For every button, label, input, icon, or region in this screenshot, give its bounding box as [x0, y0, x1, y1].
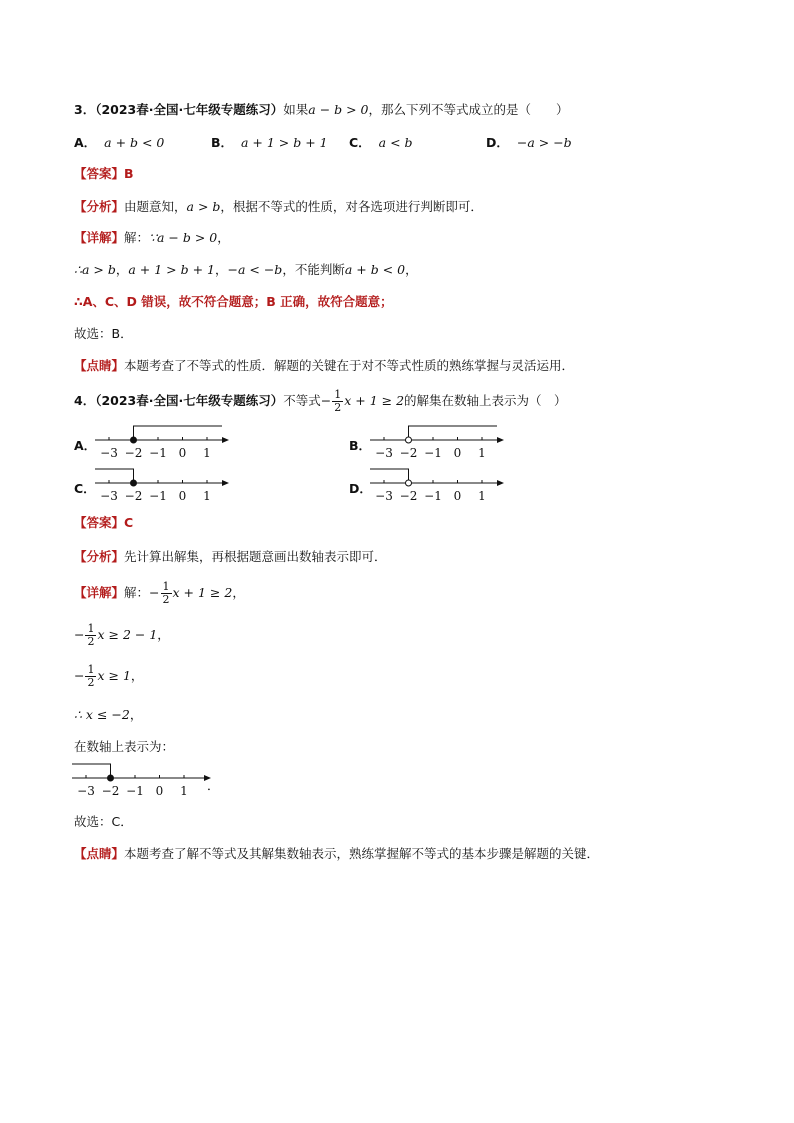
solution-ray [72, 764, 111, 778]
denominator: 2 [87, 676, 95, 689]
hollow-dot [406, 437, 412, 443]
answer-value: B [124, 166, 134, 181]
solid-dot [131, 437, 137, 443]
q3-stem [74, 101, 569, 119]
q4-stem-math: x + 1 ≥ 2 [344, 393, 405, 408]
solution-ray [409, 426, 498, 440]
sep: ， [405, 262, 418, 277]
tick-label: −3 [375, 446, 393, 460]
sep: ， [232, 585, 245, 600]
option-math: a < b [378, 135, 413, 150]
option-label: C． [349, 135, 371, 150]
q3-detail [74, 229, 230, 247]
detail-text-2: ， [217, 230, 230, 245]
detail-tag: 【详解】 [74, 585, 125, 600]
tick-label: 0 [178, 446, 187, 460]
number-line-answer [72, 760, 212, 804]
tick-label: −3 [375, 489, 393, 503]
tick-label: 1 [478, 489, 486, 503]
analysis-math: a > b [186, 199, 221, 214]
axis-arrow [222, 480, 229, 486]
q3-stem-text: 如果 [283, 102, 309, 117]
q4-option-b-label: B． [349, 438, 372, 453]
q3-stem-math: a − b > 0 [308, 102, 369, 117]
tick-label: −3 [100, 489, 118, 503]
minus: − [149, 585, 160, 600]
q4-source: （2023春·全国·七年级专题练习） [95, 393, 284, 408]
detail-math: ∵a − b > 0 [149, 230, 218, 245]
analysis-text: 由题意知， [124, 199, 187, 214]
q4-stem [74, 388, 567, 414]
numerator: 1 [334, 388, 342, 401]
q4-step2 [74, 622, 170, 648]
denominator: 2 [87, 635, 95, 648]
axis-arrow [222, 437, 229, 443]
math: ∴a > b [74, 262, 116, 277]
minus: − [74, 668, 85, 683]
hollow-dot [406, 480, 412, 486]
minus: − [74, 627, 85, 642]
solution-ray [95, 469, 134, 483]
answer-value: C [124, 515, 134, 530]
fraction [161, 581, 172, 606]
tick-label: −1 [424, 489, 442, 503]
sep: ， [130, 668, 144, 683]
q4-step3 [74, 663, 143, 689]
q3-detail-line3: ∴A、C、D 错误，故不符合题意；B 正确，故符合题意； [74, 294, 393, 309]
math: x ≥ 1 [97, 668, 131, 683]
tick-label: −1 [126, 784, 144, 798]
sep: ， [129, 707, 143, 722]
q4-stem-text-2: 的解集在数轴上表示为（ ） [404, 393, 567, 408]
tick-label: −3 [77, 784, 95, 798]
text: ，不能判断 [282, 262, 345, 277]
q4-detail [74, 580, 245, 606]
tick-label: 1 [203, 446, 211, 460]
tick-label: −1 [149, 446, 167, 460]
tick-label: −1 [424, 446, 442, 460]
q4-number: 4． [74, 393, 96, 408]
detail-text: 解： [124, 230, 150, 245]
analysis-tag: 【分析】 [74, 549, 125, 564]
answer-tag: 【答案】 [74, 515, 125, 530]
solid-dot [131, 480, 137, 486]
q3-option-a [74, 134, 164, 152]
denominator: 2 [334, 401, 342, 414]
q4-numline-text: 在数轴上表示为： [74, 739, 175, 754]
fraction [85, 664, 96, 689]
q4-option-c-label: C． [74, 481, 96, 496]
analysis-text-2: ，根据不等式的性质，对各选项进行判断即可． [220, 199, 483, 214]
q3-comment [74, 357, 574, 375]
answer-tag: 【答案】 [74, 166, 125, 181]
fraction [332, 389, 343, 414]
q4-analysis [74, 548, 387, 566]
option-label: A． [74, 135, 97, 150]
option-math: a + 1 > b + 1 [240, 135, 328, 150]
sep: ， [115, 262, 129, 277]
detail-text: 解： [124, 585, 150, 600]
comment-tag: 【点睛】 [74, 358, 125, 373]
tick-label: 1 [203, 489, 211, 503]
q3-option-b [211, 134, 328, 152]
fraction [85, 623, 96, 648]
tick-label: −2 [101, 784, 120, 798]
q4-comment [74, 845, 599, 863]
number-line-d [370, 465, 505, 507]
math: a + 1 > b + 1 [128, 262, 215, 277]
numerator: 1 [87, 663, 95, 676]
q3-number: 3． [74, 102, 96, 117]
denominator: 2 [162, 593, 170, 606]
comment-text: 本题考查了不等式的性质．解题的关键在于对不等式性质的熟练掌握与灵活运用． [124, 358, 575, 373]
sep: ， [157, 627, 170, 642]
q3-analysis [74, 198, 483, 216]
tick-label: −2 [399, 489, 418, 503]
numerator: 1 [162, 580, 170, 593]
q4-answer [74, 514, 133, 532]
tick-label: 0 [453, 489, 462, 503]
tick-label: −2 [399, 446, 418, 460]
tick-label: 1 [180, 784, 188, 798]
q4-stem-text: 不等式 [283, 393, 321, 408]
q3-source: （2023春·全国·七年级专题练习） [95, 102, 284, 117]
option-math: a + b < 0 [104, 135, 165, 150]
tick-label: −2 [124, 489, 143, 503]
q3-option-c [349, 134, 413, 152]
option-label: D． [486, 135, 509, 150]
number-line-b [370, 422, 505, 464]
tick-label: −1 [149, 489, 167, 503]
option-math: −a > −b [516, 135, 572, 150]
q3-choose: 故选：B． [74, 326, 133, 341]
tick-label: 0 [453, 446, 462, 460]
q4-option-a-label: A． [74, 438, 97, 453]
math: ∴ x ≤ −2 [74, 707, 130, 722]
math: a + b < 0 [344, 262, 406, 277]
numerator: 1 [87, 622, 95, 635]
axis-arrow [497, 437, 504, 443]
comment-text: 本题考查了解不等式及其解集数轴表示，熟练掌握解不等式的基本步骤是解题的关键． [124, 846, 600, 861]
q3-answer [74, 165, 134, 183]
tick-label: 0 [178, 489, 187, 503]
q3-option-d [486, 134, 572, 152]
option-label: B． [211, 135, 234, 150]
sep: ， [214, 262, 228, 277]
number-line-c [95, 465, 230, 507]
solution-ray [134, 426, 223, 440]
math: x + 1 ≥ 2 [172, 585, 233, 600]
tick-label: 0 [155, 784, 164, 798]
q3-stem-text-2: ，那么下列不等式成立的是（ ） [368, 102, 569, 117]
comment-tag: 【点睛】 [74, 846, 125, 861]
math: x ≥ 2 − 1 [97, 627, 158, 642]
q4-option-d-label: D． [349, 481, 372, 496]
q4-step4 [74, 706, 142, 724]
minus: − [320, 393, 332, 408]
number-line-a [95, 422, 230, 464]
axis-arrow [497, 480, 504, 486]
tick-label: −2 [124, 446, 143, 460]
detail-tag: 【详解】 [74, 230, 125, 245]
q4-choose: 故选：C． [74, 814, 133, 829]
solid-dot [108, 775, 114, 781]
solution-ray [370, 469, 409, 483]
tick-label: −3 [100, 446, 118, 460]
analysis-text: 先计算出解集，再根据题意画出数轴表示即可． [124, 549, 387, 564]
tick-label: 1 [478, 446, 486, 460]
q3-detail-line2 [74, 261, 418, 279]
analysis-tag: 【分析】 [74, 199, 125, 214]
numline-period: ． [207, 778, 220, 793]
math: −a < −b [227, 262, 283, 277]
